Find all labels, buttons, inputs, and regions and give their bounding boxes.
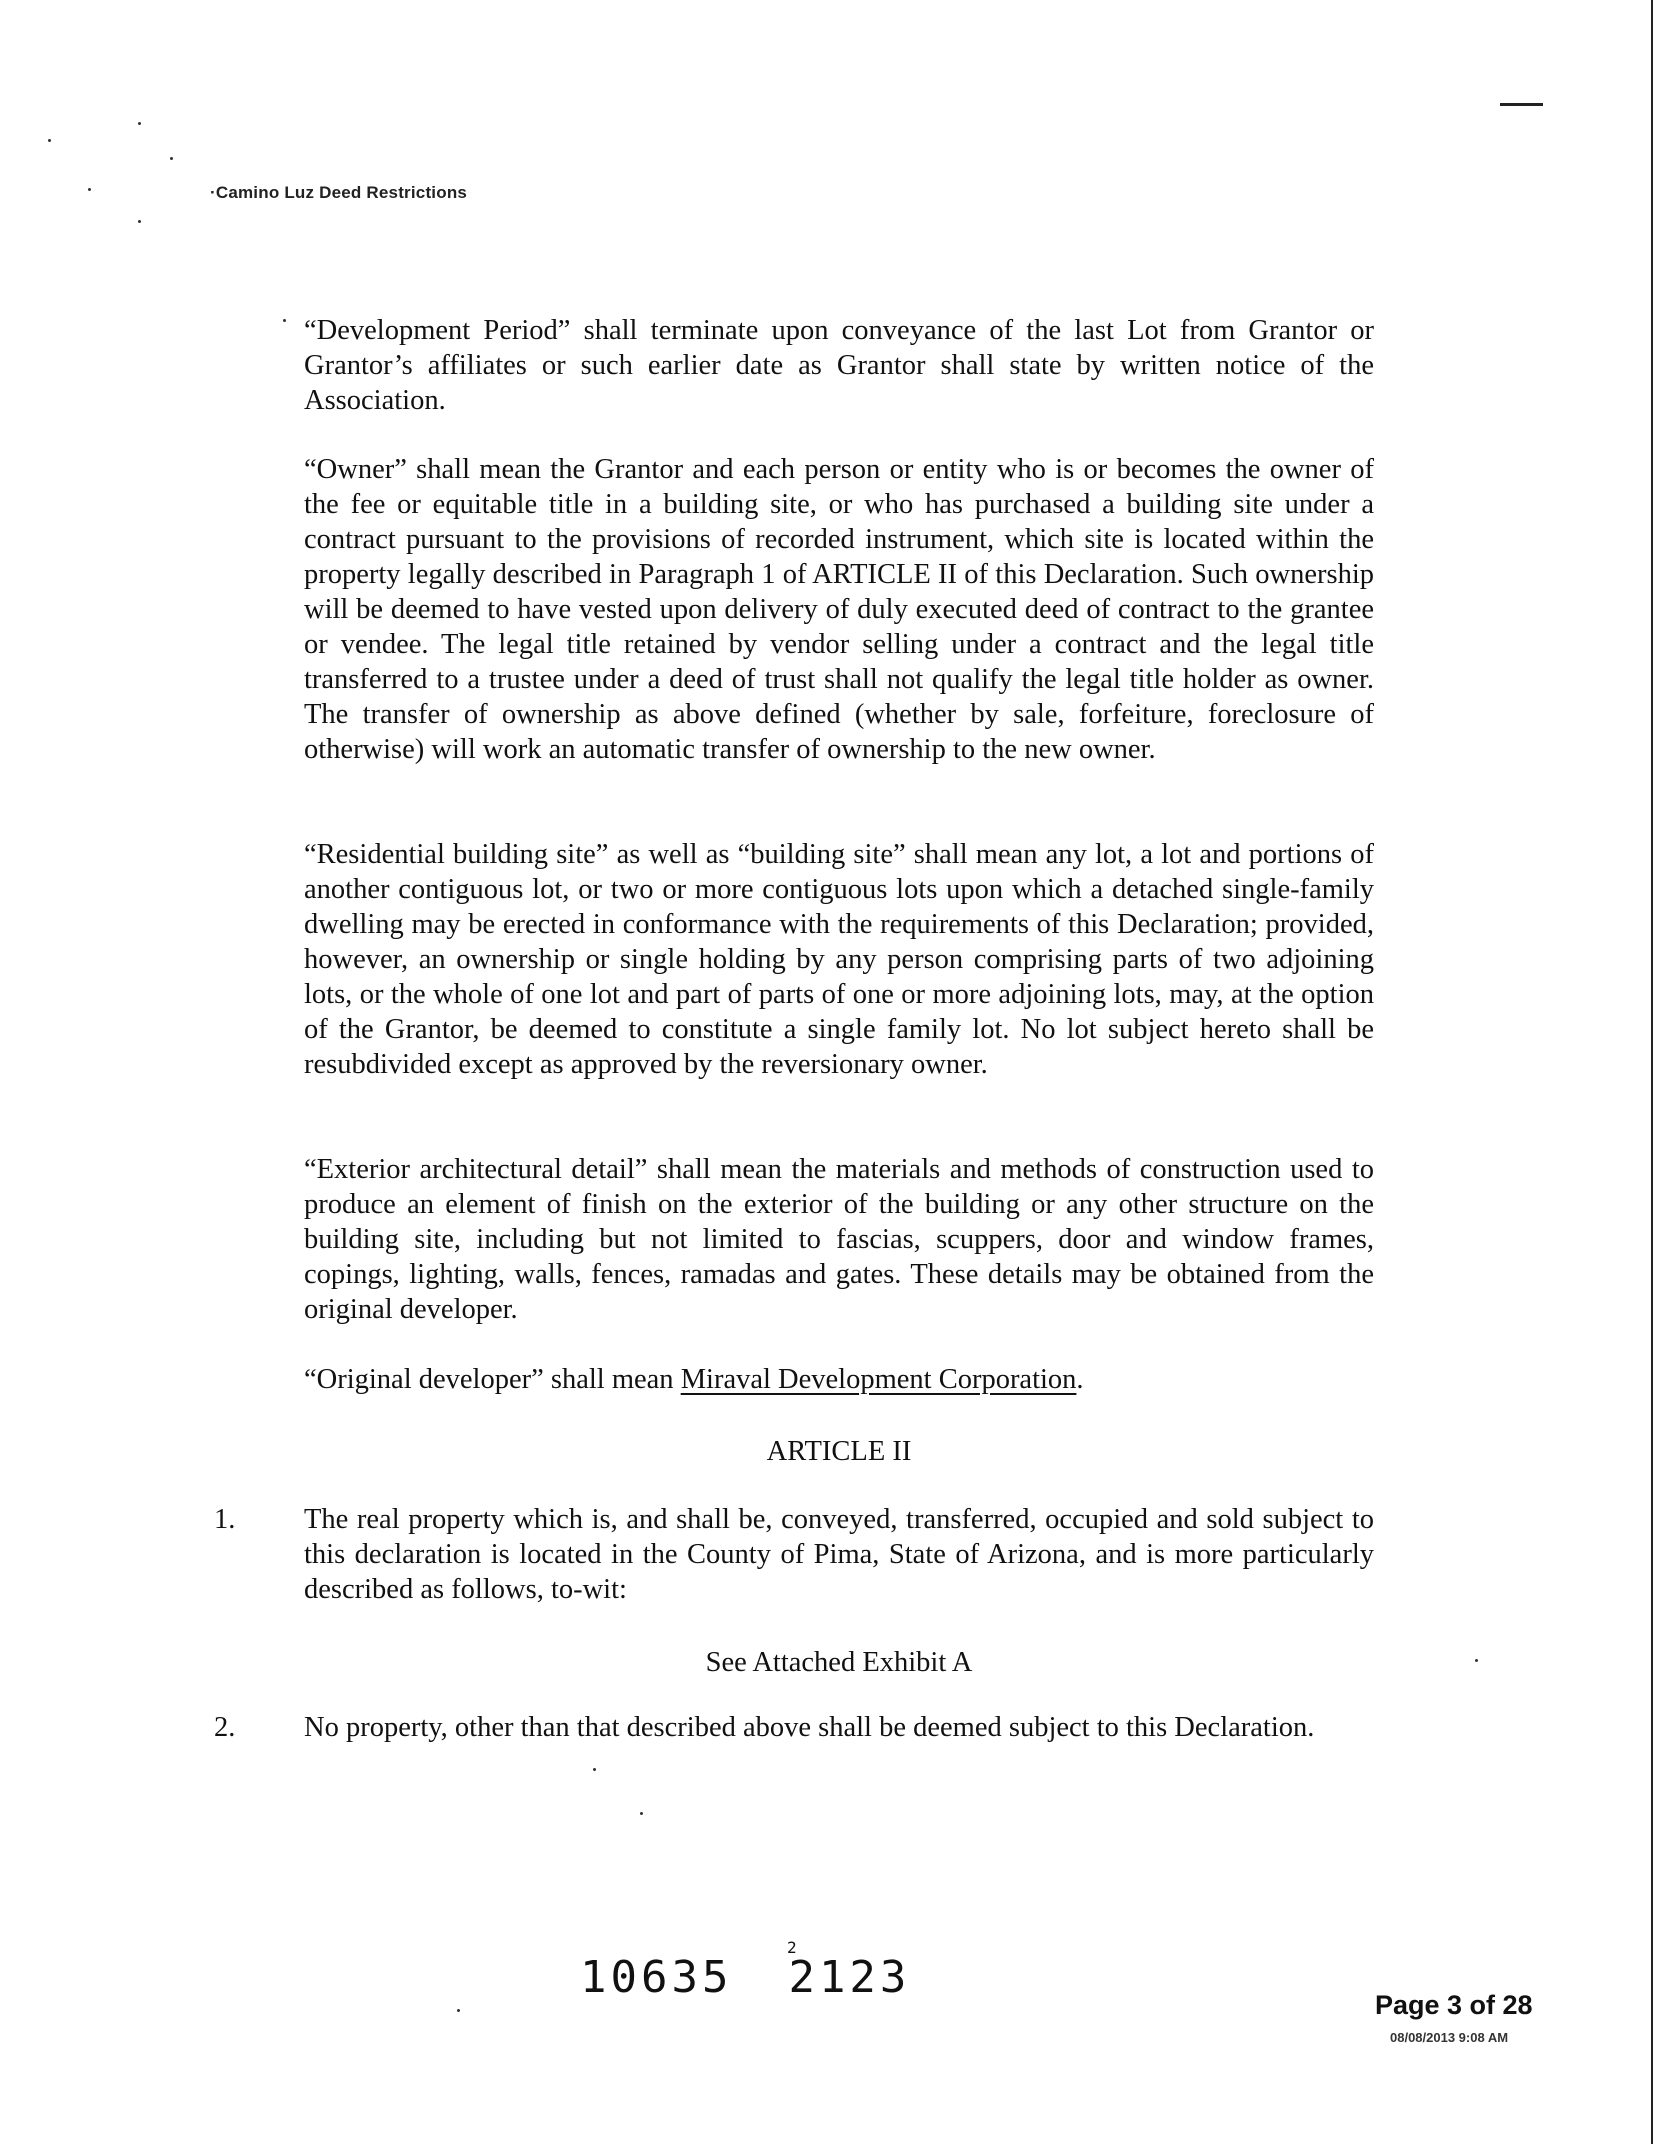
original-developer-name: Miraval Development Corporation (680, 1364, 1077, 1395)
scan-speck (170, 157, 173, 160)
stamp-page: 2123 (788, 1952, 911, 2003)
paragraph-residential-building-site: “Residential building site” as well as “building site” shall mean any lot, a lot and portions of another contiguous lot, or two or more contiguous lots upon which a detached single-family dwelling may be erected in conformance with the requirements of this Declaration; provided, however, an ownership or single holding by any person comprising parts of two adjoining lots, or the whole of one lot and part of parts of one or more adjoining lots, may, at the option of the Grantor, be deemed to constitute a single family lot. No lot subject hereto shall be resubdivided except as approved by the reversionary owner. (304, 839, 1374, 1080)
paragraph-owner-definition: “Owner” shall mean the Grantor and each person or entity who is or becomes the owner of the fee or equitable title in a building site, or who has purchased a building site under a contract pursuant to the provisions of recorded instrument, which site is located within the property legally described in Paragraph 1 of ARTICLE II of this Declaration. Such ownership will be deemed to have vested upon delivery of duly executed deed of contract to the grantee or vendee. The legal title retained by vendor selling under a contract and the legal title transferred to a trustee under a deed of trust shall not qualify the legal title holder as owner. The transfer of ownership as above defined (whether by sale, forfeiture, foreclosure of otherwise) will work an automatic transfer of ownership to the new owner. (304, 454, 1374, 765)
paragraph-development-period: “Development Period” shall terminate upon conveyance of the last Lot from Grantor or Grantor’s affiliates or such earlier date as Grantor shall state by written notice of the Association. (304, 315, 1374, 416)
scan-speck (283, 319, 286, 322)
document-header: ·Camino Luz Deed Restrictions (210, 183, 468, 202)
paragraph-exterior-detail: “Exterior architectural detail” shall mean the materials and methods of construction used to produce an element of finish on the exterior of the building or any other structure on the building site, including but not limited to fascias, scuppers, door and window frames, copings, lighting, walls, fences, ramadas and gates. These details may be obtained from the original developer. (304, 1154, 1374, 1325)
scan-speck (640, 1812, 643, 1815)
scan-mark (1500, 103, 1543, 106)
scan-speck (138, 122, 141, 125)
article-item-text: No property, other than that described above shall be deemed subject to this Declaration. (304, 1712, 1315, 1743)
scan-speck (457, 2009, 460, 2012)
article-item-text: The real property which is, and shall be, conveyed, transferred, occupied and sold subject to this declaration is located in the County of Pima, State of Arizona, and is more particularly described as follows, to-wit: (304, 1504, 1374, 1605)
exhibit-reference: See Attached Exhibit A (705, 1647, 973, 1678)
original-developer-suffix: . (1076, 1364, 1084, 1395)
recording-stamp (580, 1938, 911, 2003)
item-number: 2. (214, 1712, 236, 1743)
scan-speck (48, 139, 51, 142)
article-heading: ARTICLE II (766, 1436, 912, 1467)
item-number: 1. (214, 1504, 236, 1535)
scan-edge-line (1651, 0, 1653, 2144)
stamp-superscript: 2 (787, 1938, 797, 1957)
scan-speck (593, 1768, 596, 1771)
page-number: Page 3 of 28 (1375, 1990, 1533, 2020)
scan-speck (88, 188, 91, 191)
original-developer-prefix: “Original developer” shall mean (304, 1364, 681, 1395)
scan-speck (138, 220, 141, 223)
scan-speck (1475, 1659, 1478, 1662)
print-timestamp: 08/08/2013 9:08 AM (1390, 2030, 1509, 2045)
stamp-docket: 10635 (580, 1952, 733, 2003)
paragraph-original-developer (304, 1362, 1374, 1397)
